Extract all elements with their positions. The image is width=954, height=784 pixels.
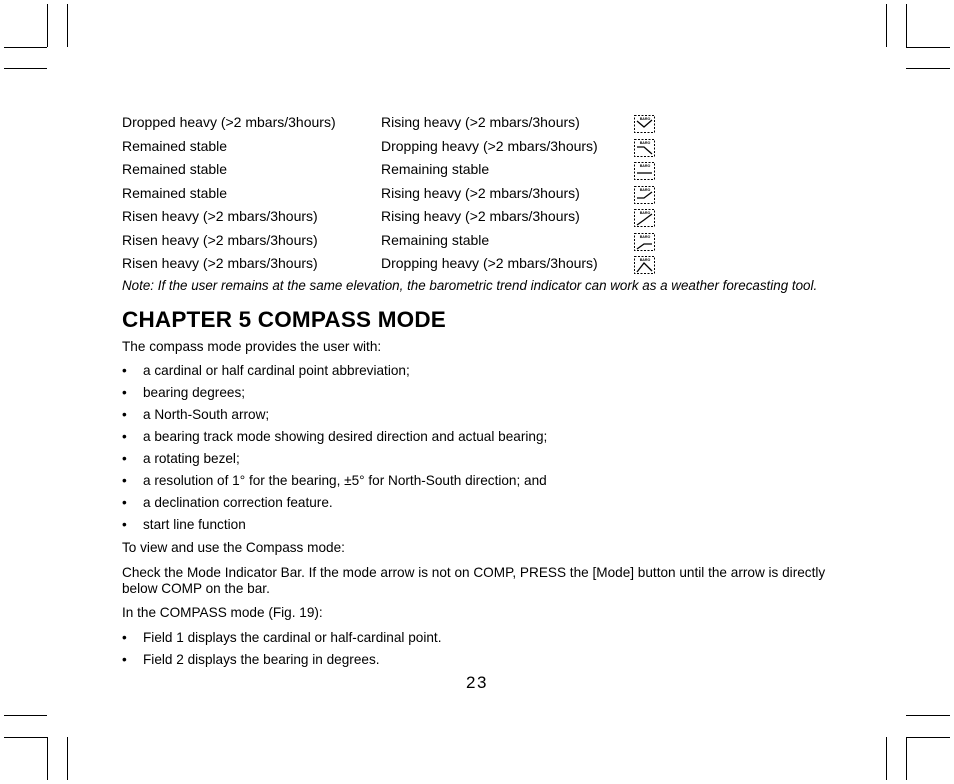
bullet-glyph: • [122,517,127,532]
crop-mark [4,737,47,738]
trend-past-cell: Risen heavy (>2 mbars/3hours) [122,231,318,248]
trend-past-cell: Remained stable [122,137,228,154]
crop-mark [906,4,907,47]
chapter-title: CHAPTER 5 COMPASS MODE [122,307,447,332]
trend-current-cell: Rising heavy (>2 mbars/3hours) [381,184,580,201]
intro-paragraph: The compass mode provides the user with: [122,339,382,354]
trend-past-cell: Dropped heavy (>2 mbars/3hours) [122,114,336,130]
feature-item-text: a resolution of 1° for the bearing, ±5° for North-South direction; and [143,473,547,488]
baro-trend-rise-drop-icon [634,256,656,274]
trend-current-cell: Rising heavy (>2 mbars/3hours) [381,208,580,224]
crop-mark [906,737,907,780]
trend-row [122,137,842,161]
feature-item-text: a North-South arrow; [143,407,270,422]
field-item-text: Field 1 displays the cardinal or half-cardinal point. [143,630,442,645]
bullet-glyph: • [122,451,127,466]
crop-mark [4,715,47,716]
feature-item-text: start line function [143,517,246,532]
trend-past-cell: Remained stable [122,161,228,177]
baro-trend-drop-rise-icon [634,115,656,133]
baro-trend-stable-stable-icon [634,162,656,180]
trend-row [122,113,842,137]
crop-mark [47,4,48,47]
bullet-glyph: • [122,495,127,510]
svg-text:BARO: BARO [639,117,651,121]
trend-current-cell: Rising heavy (>2 mbars/3hours) [381,114,580,130]
crop-mark [886,4,887,47]
crop-mark [47,737,48,780]
baro-trend-rise-rise-icon [634,209,656,227]
trend-current-cell: Remaining stable [381,231,490,248]
trend-past-cell: Risen heavy (>2 mbars/3hours) [122,208,318,224]
crop-mark [67,4,68,47]
bullet-glyph: • [122,385,127,400]
trend-current-cell: Remaining stable [381,161,490,177]
bullet-glyph: • [122,429,127,444]
field-item-text: Field 2 displays the bearing in degrees. [143,652,380,667]
svg-text:BARO: BARO [639,164,651,168]
feature-item-text: bearing degrees; [143,385,246,400]
svg-text:BARO: BARO [639,187,651,192]
trend-row [122,231,842,255]
page-number: 23 [466,673,488,692]
crop-mark [906,47,950,48]
feature-item-text: a bearing track mode showing desired direction and actual bearing; [143,429,548,444]
svg-text:BARO: BARO [639,258,651,262]
instruction-paragraph: Check the Mode Indicator Bar. If the mode arrow is not on COMP, PRESS the [Mode] button until the arrow is directly below COMP on the bar. [122,565,826,596]
baro-trend-stable-rise-icon [634,186,656,204]
trend-past-cell: Risen heavy (>2 mbars/3hours) [122,255,318,271]
svg-text:BARO: BARO [639,211,651,215]
svg-text:BARO: BARO [639,234,651,239]
crop-mark [4,47,47,48]
baro-trend-stable-drop-icon [634,139,656,157]
trend-past-cell: Remained stable [122,184,228,201]
compass-mode-intro: In the COMPASS mode (Fig. 19): [122,605,323,620]
crop-mark [906,715,950,716]
bullet-glyph: • [122,473,127,488]
svg-text:BARO: BARO [639,140,651,145]
crop-mark [4,68,47,69]
crop-mark [906,737,950,738]
baro-trend-table [122,113,842,278]
crop-mark [886,737,887,780]
trend-row [122,254,842,278]
trend-row [122,160,842,184]
trend-row [122,207,842,231]
trend-note: Note: If the user remains at the same elevation, the barometric trend indicator can work as a weather forecasting tool. [122,278,818,293]
feature-item-text: a declination correction feature. [143,495,333,510]
trend-current-cell: Dropping heavy (>2 mbars/3hours) [381,255,598,271]
bullet-glyph: • [122,363,127,378]
baro-trend-rise-stable-icon [634,233,656,251]
view-heading: To view and use the Compass mode: [122,540,345,555]
bullet-glyph: • [122,652,127,667]
trend-current-cell: Dropping heavy (>2 mbars/3hours) [381,137,598,154]
feature-item-text: a cardinal or half cardinal point abbreviation; [143,363,410,378]
bullet-glyph: • [122,630,127,645]
feature-item-text: a rotating bezel; [143,451,240,466]
crop-mark [906,68,950,69]
trend-row [122,184,842,208]
crop-mark [67,737,68,780]
bullet-glyph: • [122,407,127,422]
